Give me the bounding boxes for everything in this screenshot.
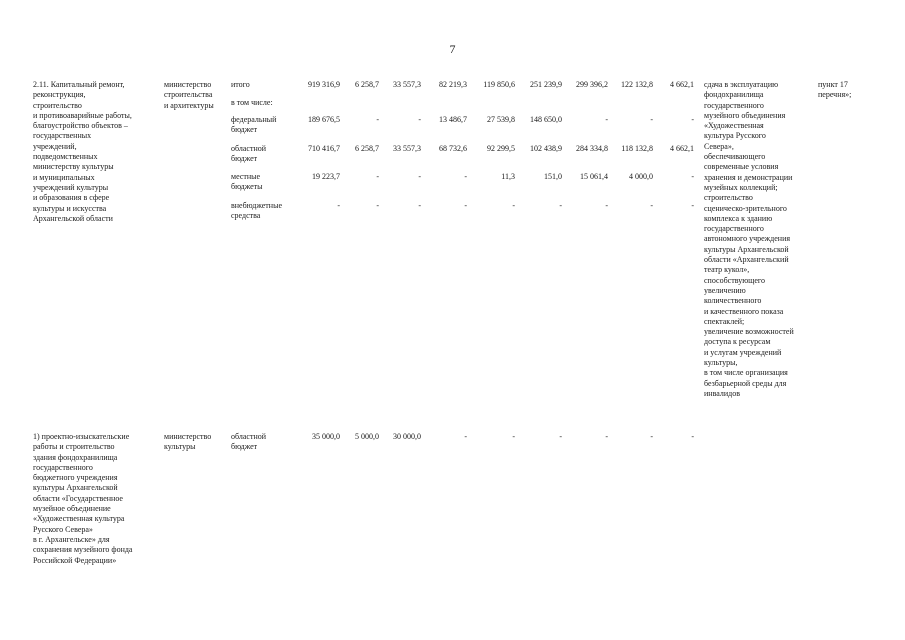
value-cell: - [691, 115, 694, 124]
value-cell: 148 650,0 [530, 115, 562, 124]
value-cell: - [464, 432, 467, 441]
value-cell: 189 676,5 [308, 115, 340, 124]
value-cell: - [376, 115, 379, 124]
value-cell: 30 000,0 [393, 432, 421, 441]
value-cell: 4 662,1 [670, 144, 694, 153]
value-cell: - [691, 172, 694, 181]
value-cell: 15 061,4 [580, 172, 608, 181]
value-cell: - [376, 201, 379, 210]
row-2-11-executor: министерство строительства и архитектуры [164, 80, 214, 110]
value-cell: - [512, 201, 515, 210]
value-cell: - [691, 201, 694, 210]
value-cell: 6 258,7 [355, 80, 379, 89]
value-cell: - [418, 201, 421, 210]
value-cell: 82 219,3 [439, 80, 467, 89]
value-cell: - [691, 432, 694, 441]
source-local: местные бюджеты [231, 172, 263, 192]
row-2-11-result: сдача в эксплуатацию фондохранилища государственного музейного объединения «Художественная культура Русского Севера», обеспечивающего современные условия хранения и демонстрации музейных коллекций; строительство сценическо-зрительного комплекса к зданию государственного автономного учреждения культуры Архангельской области «Архангельский театр кукол», способствующего увеличению количественного и качественного показа спектаклей; увеличение возможностей доступа к ресурсам и услугам учреждений культуры, в том числе организация безбарьерной среды для инвалидов [704, 80, 794, 398]
value-cell: - [418, 172, 421, 181]
value-cell: 119 850,6 [483, 80, 515, 89]
value-cell: 19 223,7 [312, 172, 340, 181]
value-cell: - [650, 115, 653, 124]
value-cell: 919 316,9 [308, 80, 340, 89]
value-cell: - [605, 432, 608, 441]
row-1-source: областной бюджет [231, 432, 267, 452]
source-regional: областной бюджет [231, 144, 267, 164]
value-cell: 4 000,0 [629, 172, 653, 181]
value-cell: - [464, 172, 467, 181]
source-v-tom-chisle: в том числе: [231, 98, 273, 107]
value-cell: 35 000,0 [312, 432, 340, 441]
value-cell: 92 299,5 [487, 144, 515, 153]
value-cell: 102 438,9 [530, 144, 562, 153]
value-cell: 13 486,7 [439, 115, 467, 124]
value-cell: 122 132,8 [621, 80, 653, 89]
value-cell: 118 132,8 [621, 144, 653, 153]
value-cell: 27 539,8 [487, 115, 515, 124]
value-cell: 5 000,0 [355, 432, 379, 441]
value-cell: 33 557,3 [393, 144, 421, 153]
row-1-executor: министерство культуры [164, 432, 212, 452]
value-cell: - [650, 201, 653, 210]
value-cell: 299 396,2 [576, 80, 608, 89]
value-cell: - [464, 201, 467, 210]
source-extrabudget: внебюджетные средства [231, 201, 282, 221]
value-cell: - [376, 172, 379, 181]
source-itogo: итого [231, 80, 250, 89]
page-number: 7 [449, 42, 456, 56]
value-cell: - [605, 201, 608, 210]
value-cell: - [650, 432, 653, 441]
value-cell: - [512, 432, 515, 441]
value-cell: - [605, 115, 608, 124]
row-1-title: 1) проектно-изыскательские работы и строительство здания фондохранилища государственного бюджетного учреждения культуры Архангельской области «Государственное музейное объединение «Художественная культура Русского Севера» в г. Архангельске» для сохранения музейного фонда Российской Федерации» [33, 432, 133, 565]
value-cell: 68 732,6 [439, 144, 467, 153]
value-cell: 151,0 [544, 172, 562, 181]
value-cell: - [559, 201, 562, 210]
value-cell: 11,3 [501, 172, 515, 181]
value-cell: 251 239,9 [530, 80, 562, 89]
value-cell: 710 416,7 [308, 144, 340, 153]
source-federal: федеральный бюджет [231, 115, 277, 135]
value-cell: 4 662,1 [670, 80, 694, 89]
row-2-11-reference: пункт 17 перечня»; [818, 80, 852, 100]
value-cell: 284 334,8 [576, 144, 608, 153]
value-cell: - [337, 201, 340, 210]
value-cell: 6 258,7 [355, 144, 379, 153]
value-cell: - [559, 432, 562, 441]
value-cell: 33 557,3 [393, 80, 421, 89]
row-2-11-title: 2.11. Капитальный ремонт, реконструкция, строительство и противоаварийные работы, благоустройство объектов – государственных учреждений, подведомственных министерству культуры и муниципальных учреждений культуры и образования в сфере культуры и искусства Архангельской области [33, 80, 132, 223]
value-cell: - [418, 115, 421, 124]
